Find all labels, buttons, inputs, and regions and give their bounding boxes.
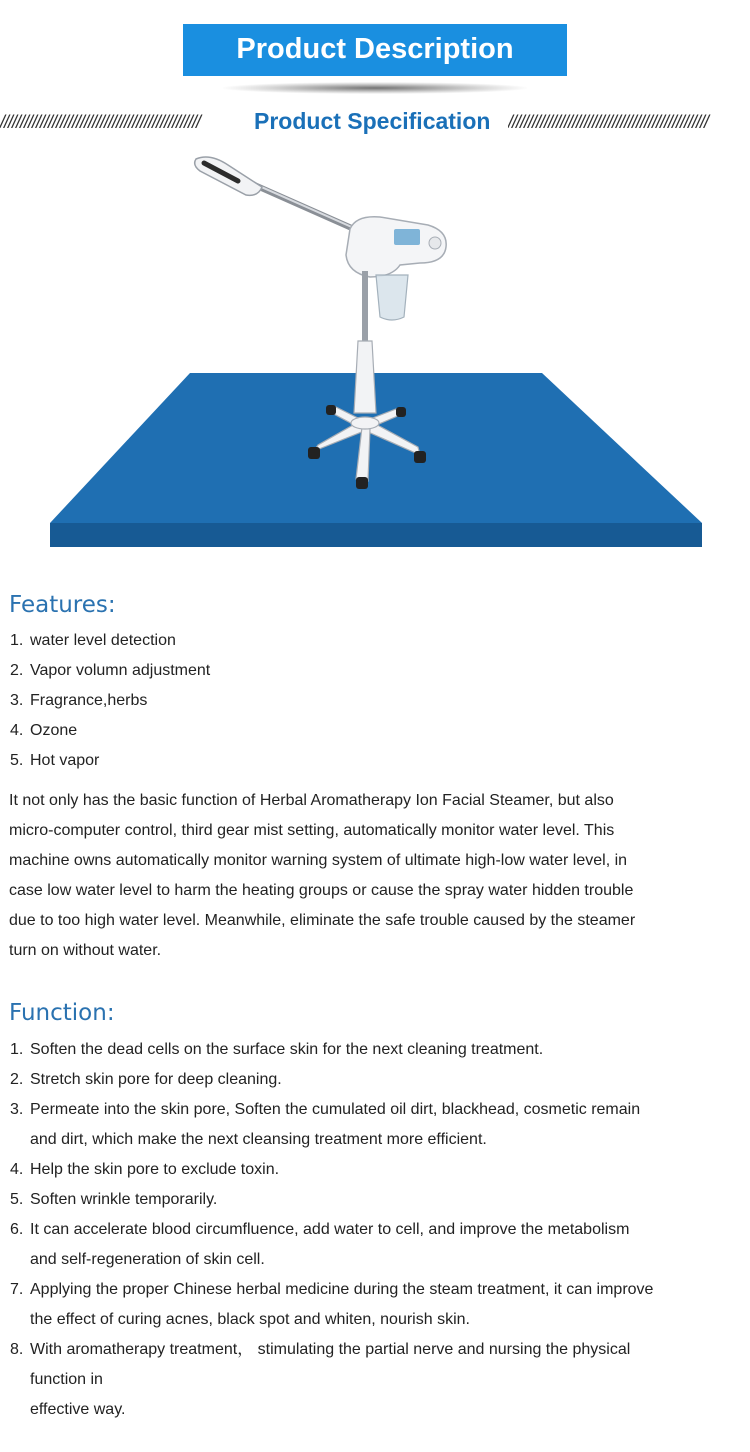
water-jar bbox=[376, 275, 408, 320]
slash-decoration-right: ////////////////////////////////////////////////// bbox=[508, 112, 709, 132]
spec-heading-row bbox=[0, 108, 750, 140]
banner-title: Product Description bbox=[183, 24, 567, 76]
function-list bbox=[10, 1035, 653, 1425]
steamer-pole bbox=[362, 271, 368, 343]
list-item: 2. Vapor volumn adjustment bbox=[10, 662, 211, 679]
spec-title: Product Specification bbox=[254, 108, 491, 134]
list-item: 1. Soften the dead cells on the surface skin for the next cleaning treatment. bbox=[10, 1041, 544, 1058]
features-paragraph: It not only has the basic function of Herbal Aromatherapy Ion Facial Steamer, but also micro-computer control, third gear mist setting, automatically monitor water level. This machine owns automatically monitor warning system of ultimate high-low water level, in case low water level to harm the heating groups or cause the spray water hidden trouble due to too high water level. Meanwhile, eliminate the safe trouble caused by the steamer turn on without water. bbox=[9, 792, 636, 959]
control-panel bbox=[394, 229, 420, 245]
list-item: 4. Help the skin pore to exclude toxin. bbox=[10, 1161, 280, 1178]
features-list bbox=[10, 626, 210, 776]
list-item: 1. water level detection bbox=[10, 632, 176, 649]
features-title: Features: bbox=[9, 592, 116, 618]
list-item: 8. With aromatherapy treatment， stimulating the partial nerve and nursing the physical function in effective way. bbox=[10, 1341, 631, 1418]
product-description-banner bbox=[183, 24, 567, 94]
list-item: 5. Hot vapor bbox=[10, 752, 100, 769]
function-title: Function: bbox=[9, 1000, 115, 1026]
platform-top bbox=[50, 373, 702, 523]
list-item: 3. Permeate into the skin pore, Soften the cumulated oil dirt, blackhead, cosmetic remain and dirt, which make the next cleansing treatment more efficient. bbox=[10, 1101, 641, 1148]
list-item: 7. Applying the proper Chinese herbal medicine during the steam treatment, it can improve the effect of curing acnes, black spot and whiten, nourish skin. bbox=[10, 1281, 654, 1328]
platform-side bbox=[50, 523, 702, 547]
list-item: 5. Soften wrinkle temporarily. bbox=[10, 1191, 218, 1208]
list-item: 4. Ozone bbox=[10, 722, 78, 739]
slash-decoration-left: ////////////////////////////////////////////////// bbox=[0, 112, 201, 132]
banner-shadow bbox=[223, 82, 527, 94]
list-item: 3. Fragrance,herbs bbox=[10, 692, 148, 709]
list-item: 2. Stretch skin pore for deep cleaning. bbox=[10, 1071, 282, 1088]
list-item: 6. It can accelerate blood circumfluence, add water to cell, and improve the metabolism and self-regeneration of skin cell. bbox=[10, 1221, 630, 1268]
product-image-facial-steamer bbox=[0, 145, 750, 555]
